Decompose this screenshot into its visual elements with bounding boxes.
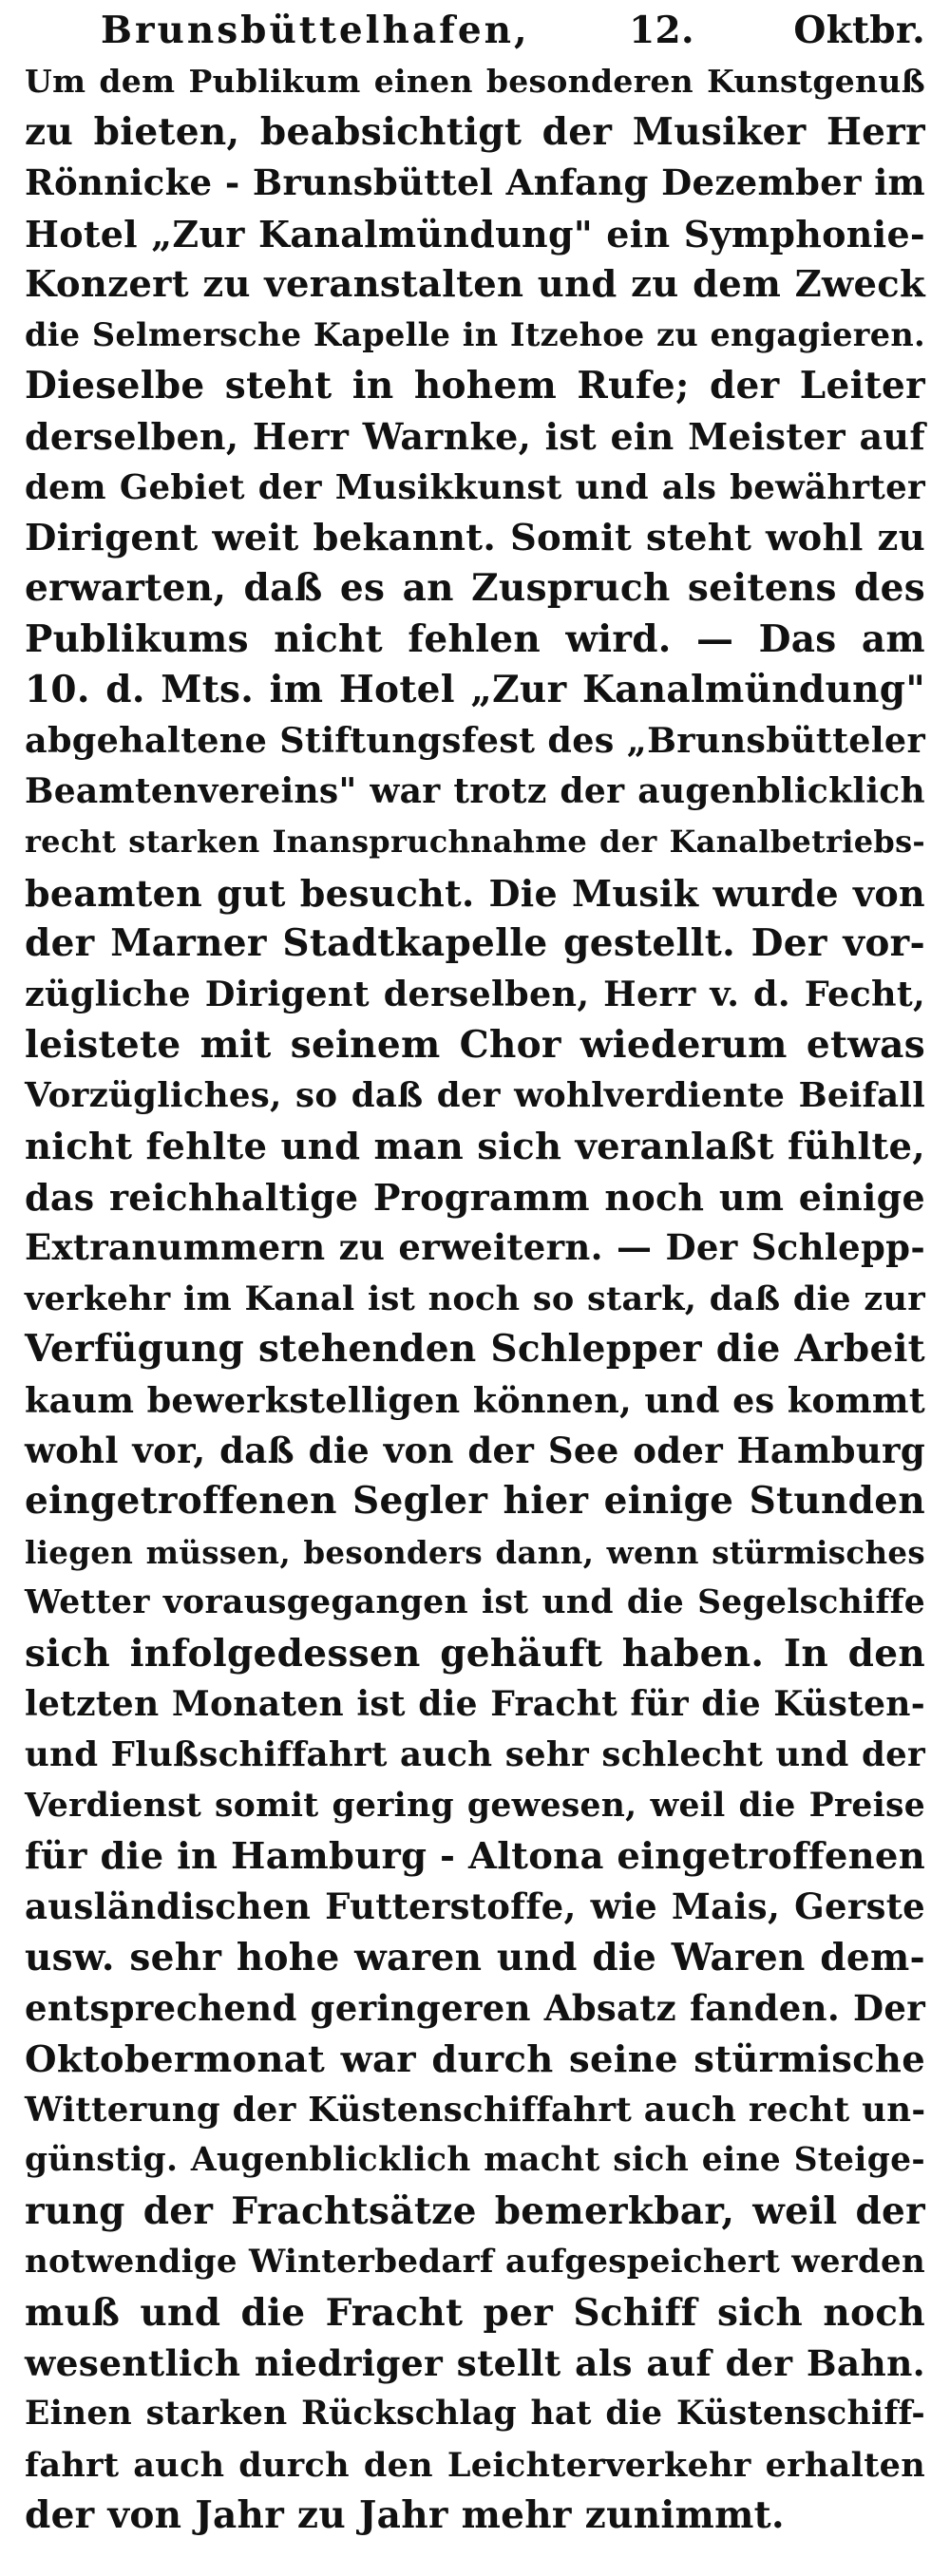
article-line: Extranummern zu erweitern. — Der Schlepp- [25,1226,925,1269]
dateline-place: Brunsbüttelhafen, [101,9,530,52]
article-line: Konzert zu veranstalten und zu dem Zweck [25,262,925,306]
article-line: Dieselbe steht in hohem Rufe; der Leiter [25,363,925,407]
article-line: sich infolgedessen gehäuft haben. In den [25,1631,925,1676]
article-line: nicht fehlte und man sich veranlaßt fühlte, [25,1125,925,1168]
article-line: derselben, Herr Warnke, ist ein Meister auf [25,415,925,459]
article-line: günstig. Augenblicklich macht sich eine Steige- [25,2141,925,2180]
article-line: für die in Hamburg - Altona eingetroffenen [25,1835,925,1879]
article-line: ausländischen Futterstoffe, wie Mais, Gerste [25,1885,925,1928]
article-line: zügliche Dirigent derselben, Herr v. d. Fecht, [25,974,925,1015]
article-line: notwendige Winterbedarf aufgespeichert werden [25,2243,925,2282]
article-line: rung der Frachtsätze bemerkbar, weil der [25,2188,925,2233]
article-line: wohl vor, daß die von der See oder Hamburg [25,1429,925,1471]
article-line: wesentlich niedriger stellt als auf der Bahn. [25,2341,925,2384]
article-line: Einen starken Rückschlag hat die Küstenschiff- [25,2395,925,2434]
article-line: Rönnicke - Brunsbüttel Anfang Dezember im [25,161,925,204]
article-line: verkehr im Kanal ist noch so stark, daß die zur [25,1279,925,1318]
article-line: Oktobermonat war durch seine stürmische [25,2037,925,2081]
article-line: Verdienst somit gering gewesen, weil die Preise [25,1786,925,1825]
article-line: fahrt auch durch den Leichterverkehr erhalten [25,2445,925,2485]
article-line: leistete mit seinem Chor wiederum etwas [25,1022,925,1067]
article-line: die Selmersche Kapelle in Itzehoe zu engagieren. [25,316,925,354]
article-line: Beamtenvereins" war trotz der augenblicklich [25,770,925,811]
article-line: Wetter vorausgegangen ist und die Segelschiffe [25,1583,925,1622]
article-line: muß und die Fracht per Schiff sich noch [25,2290,925,2335]
article-line: beamten gut besucht. Die Musik wurde von [25,871,925,915]
article-line: Hotel „Zur Kanalmündung" ein Symphonie- [25,212,925,256]
article-line: eingetroffenen Segler hier einige Stunden [25,1479,925,1524]
article-line: kaum bewerkstelligen können, und es kommt [25,1379,925,1421]
article-line: Um dem Publikum einen besonderen Kunstgenuß [25,63,925,101]
article-line: dem Gebiet der Musikkunst und als bewährter [25,467,925,507]
article-body [25,56,925,2541]
article-line: Witterung der Küstenschiffahrt auch recht un- [25,2091,926,2131]
article-line: das reichhaltige Programm noch um einige [25,1175,925,1219]
article-line: der Marner Stadtkapelle gestellt. Der vor- [25,921,925,966]
article-line: recht starken Inanspruchnahme der Kanalbetriebs- [25,824,925,861]
article-line: Dirigent weit bekannt. Somit steht wohl zu [25,516,925,559]
article-line: und Flußschiffahrt auch sehr schlecht und der [25,1735,925,1775]
article-line: liegen müssen, besonders dann, wenn stürmisches [25,1533,925,1571]
article-line: Publikums nicht fehlen wird. — Das am [25,616,925,661]
dateline-date: 12. Oktbr. [629,9,925,52]
news-article [25,6,925,2542]
article-line: erwarten, daß es an Zuspruch seitens des [25,566,925,611]
article-line: usw. sehr hohe waren und die Waren dem- [25,1935,925,1979]
article-line: entsprechend geringeren Absatz fanden. Der [25,1987,925,2030]
article-line: 10. d. Mts. im Hotel „Zur Kanalmündung" [25,668,925,712]
article-line: zu bieten, beabsichtigt der Musiker Herr [25,109,925,154]
article-dateline [25,6,925,56]
article-line: Verfügung stehenden Schlepper die Arbeit [25,1327,925,1372]
article-line: Vorzügliches, so daß der wohlverdiente Beifall [25,1076,925,1116]
article-line: der von Jahr zu Jahr mehr zunimmt. [25,2493,785,2538]
article-line: abgehaltene Stiftungsfest des „Brunsbütteler [25,720,925,762]
article-line: letzten Monaten ist die Fracht für die Küsten- [25,1683,925,1724]
